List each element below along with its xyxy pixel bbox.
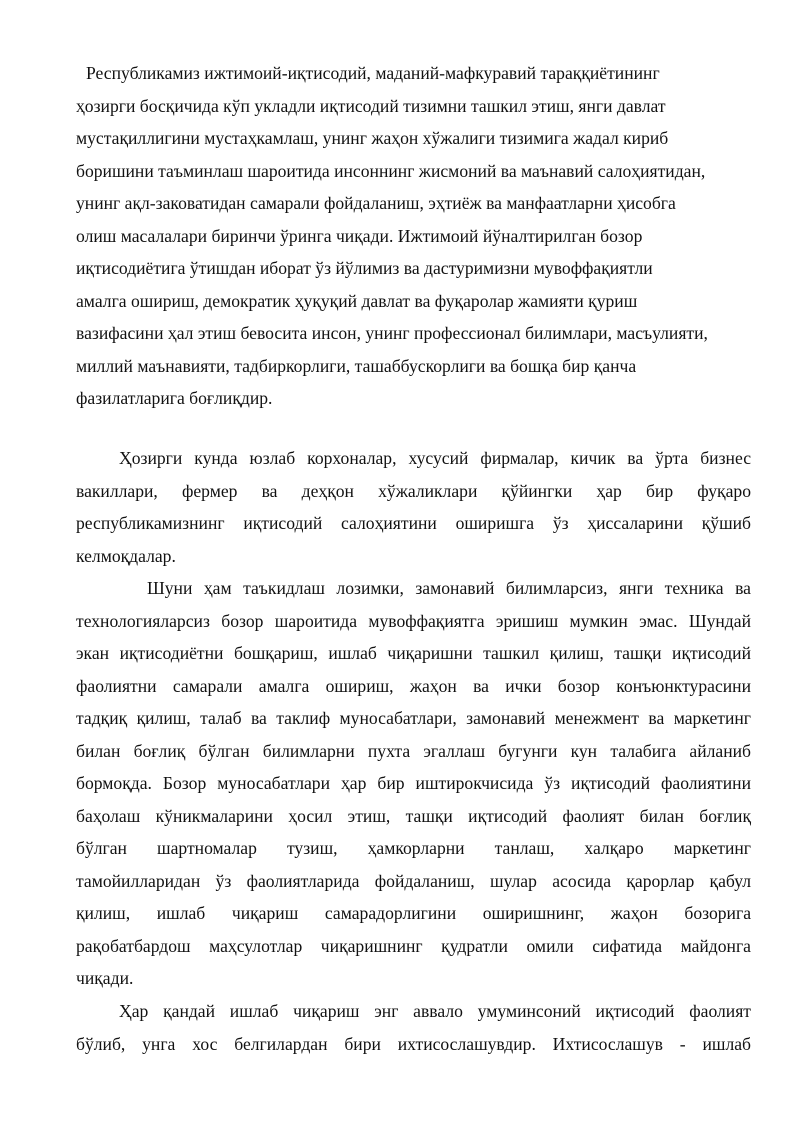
text-line: технологияларсиз бозор шароитида мувоффақиятга эришиш мумкин эмас. Шундай — [76, 610, 751, 631]
paragraph-1 — [76, 57, 751, 415]
text-line: фазилатларига боғлиқдир. — [76, 388, 273, 408]
text-line: Республикамиз ижтимоий-иқтисодий, маданий-мафкуравий тараққиётининг — [86, 63, 660, 83]
text-line: билан боғлиқ бўлган билимларни пухта эгаллаш бугунги кун талабига айланиб — [76, 740, 751, 761]
text-line: бўлган шартномалар тузиш, ҳамкорларни танлаш, халқаро маркетинг — [76, 838, 751, 858]
text-line: фаолиятни самарали амалга ошириш, жаҳон ва ички бозор конъюнктурасини — [76, 675, 751, 696]
text-line: тадқиқ қилиш, талаб ва таклиф муносабатлари, замонавий менежмент ва маркетинг — [76, 708, 751, 728]
text-line: олиш масалалари биринчи ўринга чиқади. Ижтимоий йўналтирилган бозор — [76, 225, 643, 246]
text-line: тамойилларидан ўз фаолиятларида фойдаланиш, шулар асосида қарорлар қабул — [76, 870, 751, 891]
text-line: вакиллари, фермер ва деҳқон хўжаликлари қўйингки ҳар бир фуқаро — [76, 480, 751, 501]
text-line: бўлиб, унга хос белгилардан бири ихтисослашувдир. Ихтисослашув - ишлаб — [76, 1033, 751, 1054]
text-line: рақобатбардош маҳсулотлар чиқаришнинг қудратли омили сифатида майдонга — [76, 935, 751, 956]
text-line: бормоқда. Бозор муносабатлари ҳар бир иштирокчисида ўз иқтисодий фаолиятини — [76, 773, 751, 793]
paragraph-2 — [76, 442, 751, 572]
text-line: Шуни ҳам таъкидлаш лозимки, замонавий билимларсиз, янги техника ва — [147, 578, 751, 598]
text-line: экан иқтисодиётни бошқариш, ишлаб чиқаришни ташкил қилиш, ташқи иқтисодий — [76, 643, 751, 663]
text-line: мустақиллигини мустаҳкамлаш, унинг жаҳон хўжалиги тизимига жадал кириб — [76, 128, 669, 148]
text-line: унинг ақл-заковатидан самарали фойдаланиш, эҳтиёж ва манфаатларни ҳисобга — [76, 193, 676, 213]
text-line: ҳозирги босқичида кўп укладли иқтисодий тизимни ташкил этиш, янги давлат — [76, 95, 666, 116]
text-line: Ҳар қандай ишлаб чиқариш энг аввало умуминсоний иқтисодий фаолият — [119, 1001, 751, 1021]
text-line: миллий маънавияти, тадбиркорлиги, ташаббускорлиги ва бошқа бир қанча — [76, 355, 637, 376]
text-line: вазифасини ҳал этиш бевосита инсон, унинг профессионал билимлари, масъулияти, — [76, 323, 708, 343]
text-line: қилиш, ишлаб чиқариш самарадорлигини оширишнинг, жаҳон бозорига — [76, 903, 751, 923]
text-line: боришини таъминлаш шароитида инсоннинг жисмоний ва маънавий салоҳиятидан, — [76, 160, 706, 181]
text-line: амалга ошириш, демократик ҳуқуқий давлат ва фуқаролар жамияти қуриш — [76, 290, 638, 311]
text-line: чиқади. — [76, 968, 134, 988]
text-line: келмоқдалар. — [76, 545, 176, 566]
paragraph-3 — [76, 572, 751, 995]
text-line: Ҳозирги кунда юзлаб корхоналар, хусусий фирмалар, кичик ва ўрта бизнес — [119, 448, 751, 468]
text-line: баҳолаш кўникмаларини ҳосил этиш, ташқи иқтисодий фаолият билан боғлиқ — [76, 805, 751, 826]
text-line: иқтисодиётига ўтишдан иборат ўз йўлимиз ва дастуримизни мувоффақиятли — [76, 258, 653, 278]
text-line: республикамизнинг иқтисодий салоҳиятини оширишга ўз ҳиссаларини қўшиб — [76, 513, 751, 533]
paragraph-4 — [76, 995, 751, 1060]
